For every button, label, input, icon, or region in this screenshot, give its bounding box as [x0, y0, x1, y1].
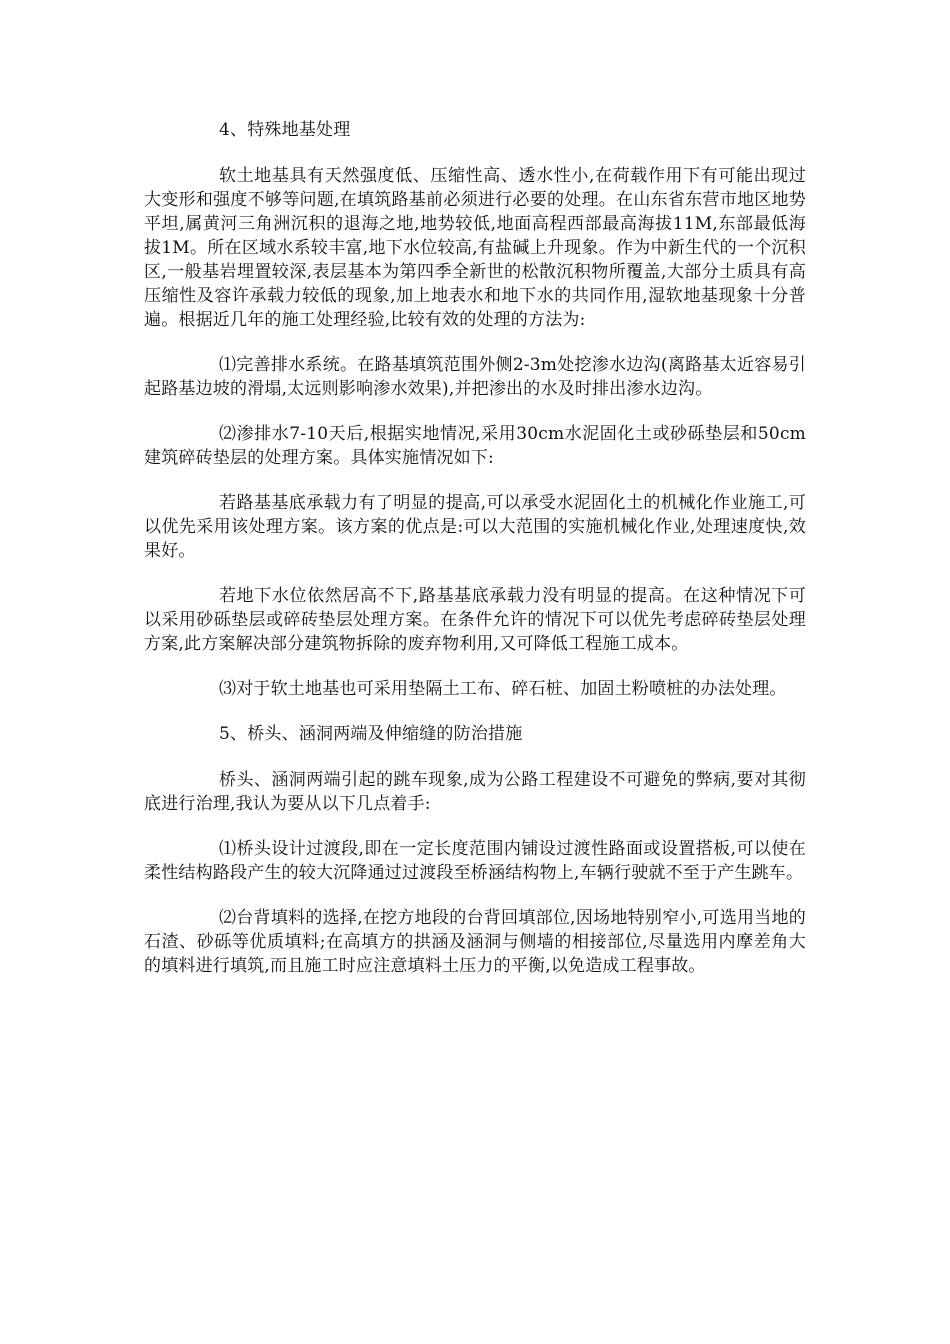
paragraph-transition-section: ⑴桥头设计过渡段,即在一定长度范围内铺设过渡性路面或设置搭板,可以使在柔性结构路段产生的较大沉降通过过渡段至桥涵结构物上,车辆行驶就不至于产生跳车。 — [144, 839, 806, 883]
section-heading-special-foundation: 4、特殊地基处理 — [219, 120, 351, 140]
paragraph-cushion-layer-plan: ⑵渗排水7-10天后,根据实地情况,采用30cm水泥固化土或砂砾垫层和50cm建筑碎砖垫层的处理方案。具体实施情况如下: — [144, 424, 806, 468]
section-heading-bridge-culvert: 5、桥头、涵洞两端及伸缩缝的防治措施 — [219, 724, 523, 744]
paragraph-backfill-material: ⑵台背填料的选择,在挖方地段的台背回填部位,因场地特别窄小,可选用当地的石渣、砂砾等优质填料;在高填方的拱涵及涵洞与侧墙的相接部位,尽量选用内摩差角大的填料进行填筑,而且施工时应注意填料土压力的平衡,以免造成工程事故。 — [144, 908, 806, 976]
paragraph-geotextile-piles: ⑶对于软土地基也可采用垫隔土工布、碎石桩、加固土粉喷桩的办法处理。 — [219, 679, 787, 699]
paragraph-bump-intro: 桥头、涵洞两端引起的跳车现象,成为公路工程建设不可避免的弊病,要对其彻底进行治理,我认为要从以下几点着手: — [144, 770, 806, 814]
paragraph-gravel-brick-option: 若地下水位依然居高不下,路基基底承载力没有明显的提高。在这种情况下可以采用砂砾垫层或碎砖垫层处理方案。在条件允许的情况下可以优先考虑碎砖垫层处理方案,此方案解决部分建筑物拆除的废弃物利用,又可降低工程施工成本。 — [144, 586, 806, 654]
paragraph-soft-soil-intro: 软土地基具有天然强度低、压缩性高、透水性小,在荷载作用下有可能出现过大变形和强度不够等问题,在填筑路基前必须进行必要的处理。在山东省东营市地区地势平坦,属黄河三角洲沉积的退海之地,地势较低,地面高程西部最高海拔11M,东部最低海拔1M。所在区域水系较丰富,地下水位较高,有盐碱上升现象。作为中新生代的一个沉积区,一般基岩埋置较深,表层基本为第四季全新世的松散沉积物所覆盖,大部分土质具有高压缩性及容许承载力较低的现象,加上地表水和地下水的共同作用,湿软地基现象十分普遍。根据近几年的施工处理经验,比较有效的处理的方法为: — [144, 166, 806, 330]
paragraph-cement-soil-option: 若路基基底承载力有了明显的提高,可以承受水泥固化土的机械化作业施工,可以优先采用该处理方案。该方案的优点是:可以大范围的实施机械化作业,处理速度快,效果好。 — [144, 493, 806, 561]
document-page — [144, 118, 806, 999]
paragraph-drainage-system: ⑴完善排水系统。在路基填筑范围外侧2-3m处挖渗水边沟(离路基太近容易引起路基边坡的滑塌,太远则影响渗水效果),并把渗出的水及时排出渗水边沟。 — [144, 355, 806, 399]
